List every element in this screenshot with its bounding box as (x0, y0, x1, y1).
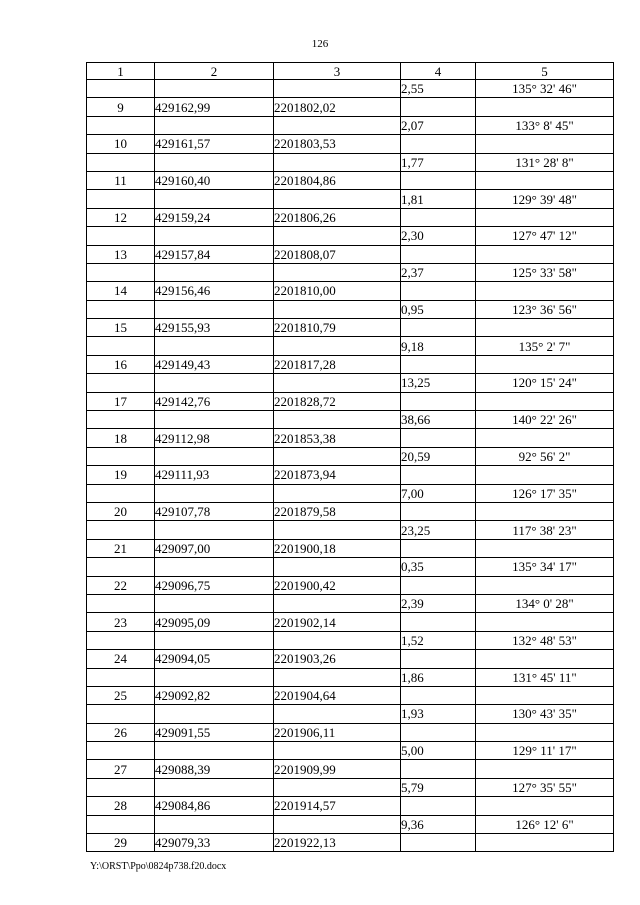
angle-cell (476, 208, 614, 226)
distance-cell (401, 760, 476, 778)
distance-cell: 1,93 (401, 705, 476, 723)
y-coordinate-cell (274, 374, 401, 392)
angle-cell (476, 576, 614, 594)
x-coordinate-cell: 429159,24 (155, 208, 274, 226)
angle-cell: 117° 38' 23" (476, 521, 614, 539)
y-coordinate-cell: 2201817,28 (274, 355, 401, 373)
point-number-cell (87, 153, 155, 171)
table-row (87, 355, 614, 373)
table-row (87, 337, 614, 355)
angle-cell: 130° 43' 35" (476, 705, 614, 723)
y-coordinate-cell (274, 300, 401, 318)
distance-cell: 9,36 (401, 815, 476, 833)
y-coordinate-cell: 2201873,94 (274, 466, 401, 484)
x-coordinate-cell: 429112,98 (155, 429, 274, 447)
point-number-cell: 14 (87, 282, 155, 300)
distance-cell (401, 576, 476, 594)
point-number-cell: 26 (87, 723, 155, 741)
distance-cell (401, 429, 476, 447)
x-coordinate-cell (155, 447, 274, 465)
table-row (87, 300, 614, 318)
angle-cell (476, 135, 614, 153)
x-coordinate-cell (155, 263, 274, 281)
column-header-distance: 4 (401, 63, 476, 80)
point-number-cell: 17 (87, 392, 155, 410)
x-coordinate-cell (155, 153, 274, 171)
distance-cell: 1,52 (401, 631, 476, 649)
table-row (87, 447, 614, 465)
x-coordinate-cell: 429156,46 (155, 282, 274, 300)
y-coordinate-cell: 2201810,00 (274, 282, 401, 300)
table-row (87, 319, 614, 337)
y-coordinate-cell (274, 80, 401, 98)
angle-cell: 132° 48' 53" (476, 631, 614, 649)
point-number-cell: 20 (87, 502, 155, 520)
table-row (87, 466, 614, 484)
x-coordinate-cell (155, 484, 274, 502)
distance-cell: 1,77 (401, 153, 476, 171)
table-row (87, 411, 614, 429)
point-number-cell (87, 190, 155, 208)
table-header-row (87, 63, 614, 80)
angle-cell (476, 392, 614, 410)
angle-cell: 129° 11' 17" (476, 742, 614, 760)
distance-cell: 5,79 (401, 778, 476, 796)
point-number-cell: 25 (87, 686, 155, 704)
angle-cell (476, 760, 614, 778)
y-coordinate-cell (274, 263, 401, 281)
point-number-cell: 11 (87, 171, 155, 189)
y-coordinate-cell: 2201903,26 (274, 650, 401, 668)
y-coordinate-cell: 2201853,38 (274, 429, 401, 447)
point-number-cell: 24 (87, 650, 155, 668)
angle-cell (476, 466, 614, 484)
y-coordinate-cell (274, 484, 401, 502)
y-coordinate-cell (274, 153, 401, 171)
y-coordinate-cell (274, 668, 401, 686)
distance-cell: 9,18 (401, 337, 476, 355)
angle-cell: 126° 12' 6" (476, 815, 614, 833)
point-number-cell: 12 (87, 208, 155, 226)
angle-cell: 135° 34' 17" (476, 558, 614, 576)
point-number-cell: 28 (87, 797, 155, 815)
x-coordinate-cell: 429107,78 (155, 502, 274, 520)
y-coordinate-cell: 2201922,13 (274, 834, 401, 852)
table-row (87, 171, 614, 189)
distance-cell: 20,59 (401, 447, 476, 465)
distance-cell: 1,81 (401, 190, 476, 208)
y-coordinate-cell: 2201828,72 (274, 392, 401, 410)
x-coordinate-cell (155, 116, 274, 134)
x-coordinate-cell: 429111,93 (155, 466, 274, 484)
x-coordinate-cell: 429091,55 (155, 723, 274, 741)
angle-cell: 131° 45' 11" (476, 668, 614, 686)
distance-cell (401, 98, 476, 116)
point-number-cell: 13 (87, 245, 155, 263)
x-coordinate-cell (155, 190, 274, 208)
table-row (87, 98, 614, 116)
distance-cell: 2,39 (401, 594, 476, 612)
x-coordinate-cell (155, 742, 274, 760)
y-coordinate-cell (274, 337, 401, 355)
y-coordinate-cell (274, 411, 401, 429)
angle-cell: 126° 17' 35" (476, 484, 614, 502)
point-number-cell (87, 411, 155, 429)
x-coordinate-cell: 429161,57 (155, 135, 274, 153)
x-coordinate-cell: 429084,86 (155, 797, 274, 815)
point-number-cell: 19 (87, 466, 155, 484)
y-coordinate-cell: 2201909,99 (274, 760, 401, 778)
angle-cell (476, 723, 614, 741)
table-row (87, 245, 614, 263)
y-coordinate-cell: 2201806,26 (274, 208, 401, 226)
table-row (87, 153, 614, 171)
page-number: 126 (311, 38, 329, 50)
angle-cell: 125° 33' 58" (476, 263, 614, 281)
angle-cell: 92° 56' 2" (476, 447, 614, 465)
angle-cell: 135° 2' 7" (476, 337, 614, 355)
y-coordinate-cell (274, 447, 401, 465)
x-coordinate-cell: 429092,82 (155, 686, 274, 704)
point-number-cell: 15 (87, 319, 155, 337)
distance-cell: 38,66 (401, 411, 476, 429)
distance-cell (401, 466, 476, 484)
table-row (87, 502, 614, 520)
distance-cell: 0,95 (401, 300, 476, 318)
angle-cell: 127° 47' 12" (476, 227, 614, 245)
table-row (87, 392, 614, 410)
table-row (87, 208, 614, 226)
table-row (87, 135, 614, 153)
table-row (87, 282, 614, 300)
x-coordinate-cell (155, 411, 274, 429)
angle-cell (476, 797, 614, 815)
x-coordinate-cell: 429094,05 (155, 650, 274, 668)
x-coordinate-cell (155, 705, 274, 723)
point-number-cell: 23 (87, 613, 155, 631)
table-row (87, 778, 614, 796)
distance-cell (401, 135, 476, 153)
y-coordinate-cell: 2201879,58 (274, 502, 401, 520)
y-coordinate-cell: 2201900,18 (274, 539, 401, 557)
table-row (87, 668, 614, 686)
angle-cell: 140° 22' 26" (476, 411, 614, 429)
x-coordinate-cell (155, 337, 274, 355)
y-coordinate-cell (274, 594, 401, 612)
table-row (87, 686, 614, 704)
table-row (87, 429, 614, 447)
distance-cell (401, 355, 476, 373)
x-coordinate-cell: 429097,00 (155, 539, 274, 557)
point-number-cell: 9 (87, 98, 155, 116)
angle-cell (476, 319, 614, 337)
angle-cell (476, 539, 614, 557)
table-row (87, 650, 614, 668)
distance-cell (401, 723, 476, 741)
column-header-y: 3 (274, 63, 401, 80)
table-row (87, 539, 614, 557)
y-coordinate-cell: 2201914,57 (274, 797, 401, 815)
y-coordinate-cell (274, 190, 401, 208)
distance-cell: 5,00 (401, 742, 476, 760)
x-coordinate-cell: 429079,33 (155, 834, 274, 852)
distance-cell: 2,37 (401, 263, 476, 281)
point-number-cell (87, 447, 155, 465)
y-coordinate-cell: 2201902,14 (274, 613, 401, 631)
angle-cell (476, 650, 614, 668)
point-number-cell: 21 (87, 539, 155, 557)
table-row (87, 834, 614, 852)
x-coordinate-cell: 429095,09 (155, 613, 274, 631)
table-row (87, 797, 614, 815)
point-number-cell (87, 631, 155, 649)
table-row (87, 227, 614, 245)
angle-cell (476, 171, 614, 189)
distance-cell (401, 834, 476, 852)
table-row (87, 613, 614, 631)
column-header-point: 1 (87, 63, 155, 80)
y-coordinate-cell (274, 742, 401, 760)
column-header-x: 2 (155, 63, 274, 80)
x-coordinate-cell: 429149,43 (155, 355, 274, 373)
point-number-cell: 18 (87, 429, 155, 447)
x-coordinate-cell: 429157,84 (155, 245, 274, 263)
angle-cell (476, 282, 614, 300)
x-coordinate-cell (155, 227, 274, 245)
table-row (87, 594, 614, 612)
y-coordinate-cell (274, 116, 401, 134)
distance-cell (401, 502, 476, 520)
y-coordinate-cell (274, 705, 401, 723)
distance-cell (401, 613, 476, 631)
y-coordinate-cell: 2201804,86 (274, 171, 401, 189)
point-number-cell (87, 263, 155, 281)
table-row (87, 576, 614, 594)
distance-cell (401, 650, 476, 668)
angle-cell: 134° 0' 28" (476, 594, 614, 612)
distance-cell (401, 686, 476, 704)
x-coordinate-cell: 429142,76 (155, 392, 274, 410)
x-coordinate-cell (155, 374, 274, 392)
point-number-cell (87, 778, 155, 796)
x-coordinate-cell (155, 300, 274, 318)
point-number-cell (87, 374, 155, 392)
x-coordinate-cell: 429155,93 (155, 319, 274, 337)
x-coordinate-cell: 429162,99 (155, 98, 274, 116)
point-number-cell (87, 558, 155, 576)
distance-cell (401, 319, 476, 337)
angle-cell: 129° 39' 48" (476, 190, 614, 208)
angle-cell: 133° 8' 45" (476, 116, 614, 134)
angle-cell (476, 245, 614, 263)
point-number-cell (87, 521, 155, 539)
distance-cell (401, 392, 476, 410)
distance-cell: 2,55 (401, 80, 476, 98)
distance-cell (401, 245, 476, 263)
distance-cell (401, 797, 476, 815)
distance-cell: 2,30 (401, 227, 476, 245)
table-row (87, 705, 614, 723)
x-coordinate-cell (155, 521, 274, 539)
column-header-angle: 5 (476, 63, 614, 80)
distance-cell: 1,86 (401, 668, 476, 686)
x-coordinate-cell (155, 558, 274, 576)
angle-cell (476, 429, 614, 447)
point-number-cell (87, 668, 155, 686)
table-row (87, 815, 614, 833)
y-coordinate-cell (274, 778, 401, 796)
table-row (87, 760, 614, 778)
point-number-cell (87, 815, 155, 833)
point-number-cell: 16 (87, 355, 155, 373)
x-coordinate-cell (155, 631, 274, 649)
point-number-cell (87, 705, 155, 723)
point-number-cell: 22 (87, 576, 155, 594)
distance-cell (401, 208, 476, 226)
table-row (87, 484, 614, 502)
angle-cell (476, 834, 614, 852)
table-row (87, 116, 614, 134)
distance-cell (401, 171, 476, 189)
x-coordinate-cell: 429088,39 (155, 760, 274, 778)
table-row (87, 558, 614, 576)
y-coordinate-cell (274, 227, 401, 245)
y-coordinate-cell: 2201802,02 (274, 98, 401, 116)
angle-cell: 123° 36' 56" (476, 300, 614, 318)
x-coordinate-cell (155, 668, 274, 686)
angle-cell: 127° 35' 55" (476, 778, 614, 796)
angle-cell (476, 98, 614, 116)
table-row (87, 723, 614, 741)
y-coordinate-cell: 2201906,11 (274, 723, 401, 741)
point-number-cell: 29 (87, 834, 155, 852)
y-coordinate-cell (274, 631, 401, 649)
table-row (87, 521, 614, 539)
coordinates-table (86, 62, 614, 852)
point-number-cell (87, 80, 155, 98)
table-body (87, 80, 614, 852)
table-row (87, 190, 614, 208)
x-coordinate-cell: 429096,75 (155, 576, 274, 594)
distance-cell: 23,25 (401, 521, 476, 539)
table-row (87, 742, 614, 760)
point-number-cell (87, 594, 155, 612)
table-row (87, 263, 614, 281)
point-number-cell (87, 227, 155, 245)
footer-file-path: Y:\ORST\Ppo\0824p738.f20.docx (90, 861, 227, 872)
distance-cell (401, 539, 476, 557)
point-number-cell: 27 (87, 760, 155, 778)
distance-cell: 0,35 (401, 558, 476, 576)
distance-cell: 2,07 (401, 116, 476, 134)
distance-cell: 7,00 (401, 484, 476, 502)
angle-cell: 135° 32' 46" (476, 80, 614, 98)
angle-cell: 120° 15' 24" (476, 374, 614, 392)
point-number-cell (87, 300, 155, 318)
y-coordinate-cell (274, 521, 401, 539)
y-coordinate-cell: 2201810,79 (274, 319, 401, 337)
angle-cell (476, 502, 614, 520)
y-coordinate-cell: 2201900,42 (274, 576, 401, 594)
table-row (87, 631, 614, 649)
y-coordinate-cell (274, 815, 401, 833)
distance-cell (401, 282, 476, 300)
point-number-cell: 10 (87, 135, 155, 153)
x-coordinate-cell (155, 80, 274, 98)
point-number-cell (87, 484, 155, 502)
distance-cell: 13,25 (401, 374, 476, 392)
x-coordinate-cell (155, 815, 274, 833)
x-coordinate-cell: 429160,40 (155, 171, 274, 189)
angle-cell (476, 355, 614, 373)
angle-cell (476, 686, 614, 704)
y-coordinate-cell (274, 558, 401, 576)
y-coordinate-cell: 2201808,07 (274, 245, 401, 263)
table-row (87, 80, 614, 98)
angle-cell: 131° 28' 8" (476, 153, 614, 171)
table-row (87, 374, 614, 392)
point-number-cell (87, 742, 155, 760)
y-coordinate-cell: 2201803,53 (274, 135, 401, 153)
point-number-cell (87, 116, 155, 134)
x-coordinate-cell (155, 594, 274, 612)
point-number-cell (87, 337, 155, 355)
angle-cell (476, 613, 614, 631)
y-coordinate-cell: 2201904,64 (274, 686, 401, 704)
x-coordinate-cell (155, 778, 274, 796)
